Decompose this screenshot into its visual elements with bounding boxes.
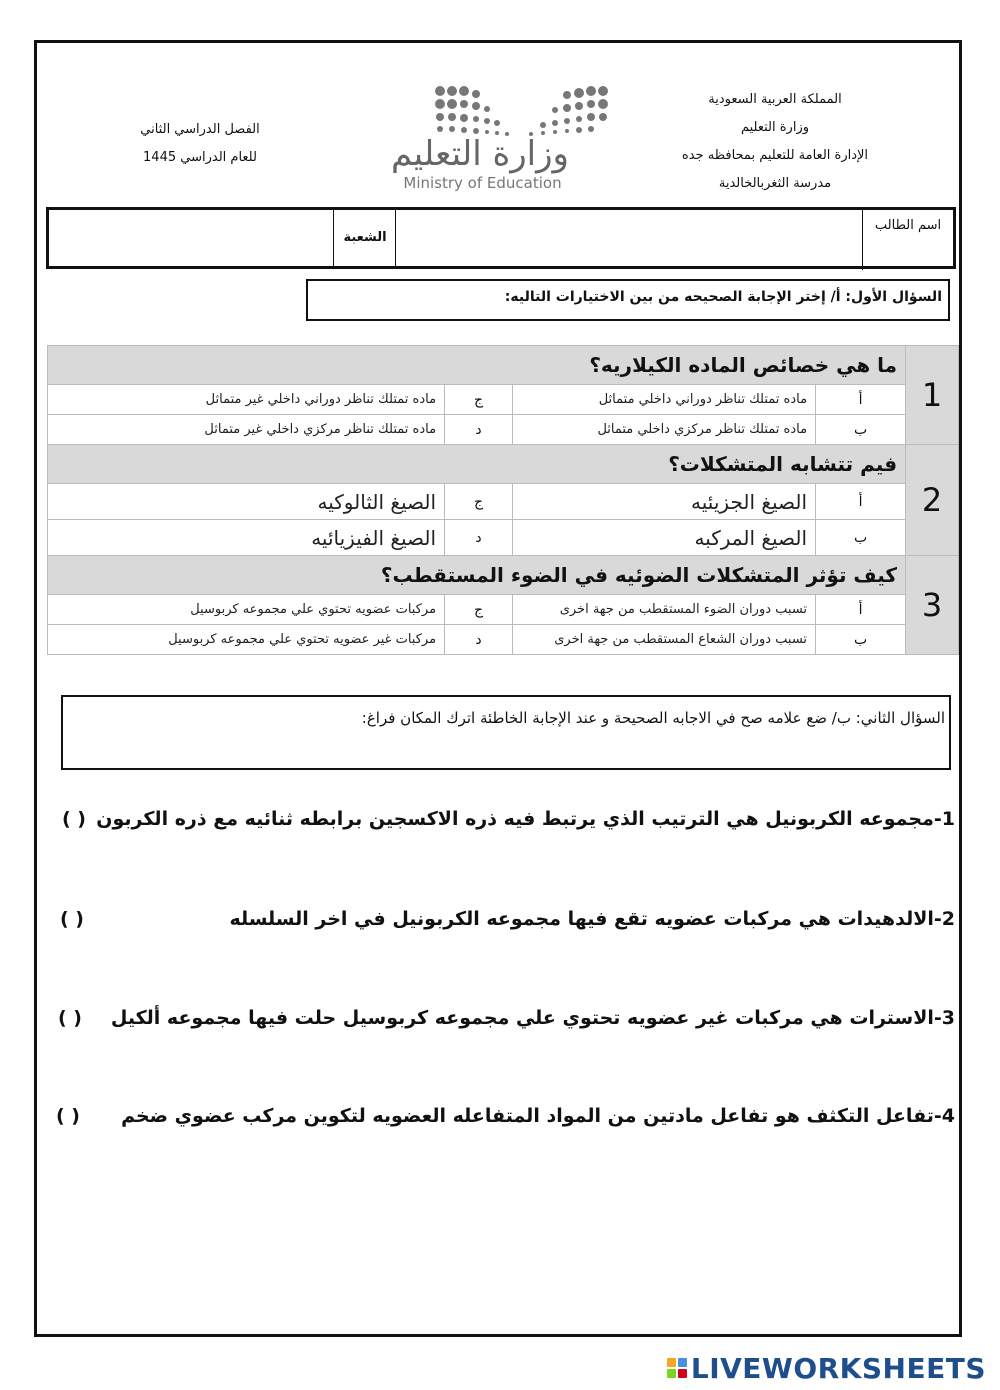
option-text[interactable]: ماده تمتلك تناظر دوراني داخلي متماثل	[513, 385, 816, 415]
option-letter: أ	[816, 595, 906, 625]
option-text[interactable]: تسبب دوران الشعاع المستقطب من جهة اخرى	[513, 625, 816, 655]
question-text: ما هي خصائص الماده الكيلاريه؟	[48, 346, 906, 385]
question-row	[48, 556, 959, 595]
answer-blank[interactable]: ( )	[56, 1105, 80, 1127]
answer-blank[interactable]: ( )	[62, 808, 86, 830]
option-letter: د	[445, 415, 513, 445]
liveworksheets-logo-icon	[667, 1358, 687, 1378]
ministry-logo	[385, 82, 615, 194]
answer-blank[interactable]: ( )	[58, 1007, 82, 1029]
school-line: مدرسة الثغربالخالدية	[718, 176, 832, 191]
statement-item	[50, 808, 955, 830]
student-info-box	[46, 207, 956, 269]
option-text[interactable]: مركبات عضويه تحتوي علي مجموعه كربوسيل	[48, 595, 445, 625]
section-field[interactable]	[49, 210, 334, 266]
option-letter: أ	[816, 484, 906, 520]
statement-text: 2-الالدهيدات هي مركبات عضويه تقع فيها مجموعه الكربونيل في اخر السلسله	[229, 908, 955, 930]
question-text: كيف تؤثر المتشكلات الضوئيه في الضوء المستقطب؟	[48, 556, 906, 595]
statement-item	[50, 908, 955, 930]
ministry-line: وزارة التعليم	[740, 120, 810, 135]
department-line: الإدارة العامة للتعليم بمحافظه جده	[681, 148, 869, 163]
logo-dots-icon	[385, 82, 615, 142]
question-number: 3	[906, 556, 959, 655]
answer-blank[interactable]: ( )	[60, 908, 84, 930]
statement-text: 3-الاسترات هي مركبات غير عضويه تحتوي علي مجموعه كربوسيل حلت فيها مجموعه ألكيل	[110, 1007, 955, 1029]
student-name-label: اسم الطالب	[862, 210, 953, 270]
option-text[interactable]: تسبب دوران الضوء المستقطب من جهة اخرى	[513, 595, 816, 625]
brand-text: LIVEWORKSHEETS	[690, 1351, 986, 1385]
question-text: فيم تتشابه المتشكلات؟	[48, 445, 906, 484]
semester-line: الفصل الدراسي الثاني	[140, 122, 260, 137]
option-text[interactable]: ماده تمتلك تناظر دوراني داخلي غير متماثل	[48, 385, 445, 415]
question-one-title: السؤال الأول: أ/ إختر الإجابة الصحيحه من بين الاختيارات التاليه:	[306, 279, 950, 321]
section-label: الشعبة	[333, 210, 396, 266]
statement-text: 4-تفاعل التكثف هو تفاعل مادتين من المواد المتفاعله العضويه لتكوين مركب عضوي ضخم	[121, 1105, 955, 1127]
option-text[interactable]: الصيغ المركبه	[513, 520, 816, 556]
option-text[interactable]: الصيغ الفيزيائيه	[48, 520, 445, 556]
option-text[interactable]: الصيغ الثالوكيه	[48, 484, 445, 520]
header-right	[645, 86, 905, 198]
question-row	[48, 445, 959, 484]
question-two-title: السؤال الثاني: ب/ ضع علامه صح في الاجابه الصحيحة و عند الإجابة الخاطئة اترك المكان فراغ:	[61, 695, 951, 770]
option-letter: ب	[816, 520, 906, 556]
question-number: 1	[906, 346, 959, 445]
option-text[interactable]: ماده تمتلك تناظر مركزي داخلي متماثل	[513, 415, 816, 445]
option-letter: د	[445, 520, 513, 556]
option-row	[48, 415, 959, 445]
student-name-field[interactable]	[395, 210, 863, 266]
option-row	[48, 520, 959, 556]
statement-item	[50, 1007, 955, 1029]
option-row	[48, 484, 959, 520]
option-text[interactable]: ماده تمتلك تناظر مركزي داخلي غير متماثل	[48, 415, 445, 445]
question-row	[48, 346, 959, 385]
statement-item	[50, 1105, 955, 1127]
option-row	[48, 595, 959, 625]
option-row	[48, 625, 959, 655]
logo-english-text: Ministry of Education	[403, 174, 562, 192]
logo-arabic-text: وزارة التعليم	[391, 134, 569, 174]
mcq-table	[47, 345, 959, 655]
option-letter: أ	[816, 385, 906, 415]
option-letter: ج	[445, 385, 513, 415]
country-line: المملكة العربية السعودية	[708, 92, 842, 107]
statement-text: 1-مجموعه الكربونيل هي الترتيب الذي يرتبط فيه ذره الاكسجين برابطه ثنائيه مع ذره الكربون	[96, 808, 955, 830]
option-row	[48, 385, 959, 415]
header-left	[120, 116, 280, 172]
option-letter: د	[445, 625, 513, 655]
option-letter: ج	[445, 595, 513, 625]
question-number: 2	[906, 445, 959, 556]
year-line: للعام الدراسي 1445	[143, 150, 257, 165]
liveworksheets-brand[interactable]	[667, 1348, 986, 1388]
option-letter: ج	[445, 484, 513, 520]
option-text[interactable]: مركبات غير عضويه تحتوي علي مجموعه كربوسيل	[48, 625, 445, 655]
option-text[interactable]: الصيغ الجزيئيه	[513, 484, 816, 520]
option-letter: ب	[816, 625, 906, 655]
option-letter: ب	[816, 415, 906, 445]
